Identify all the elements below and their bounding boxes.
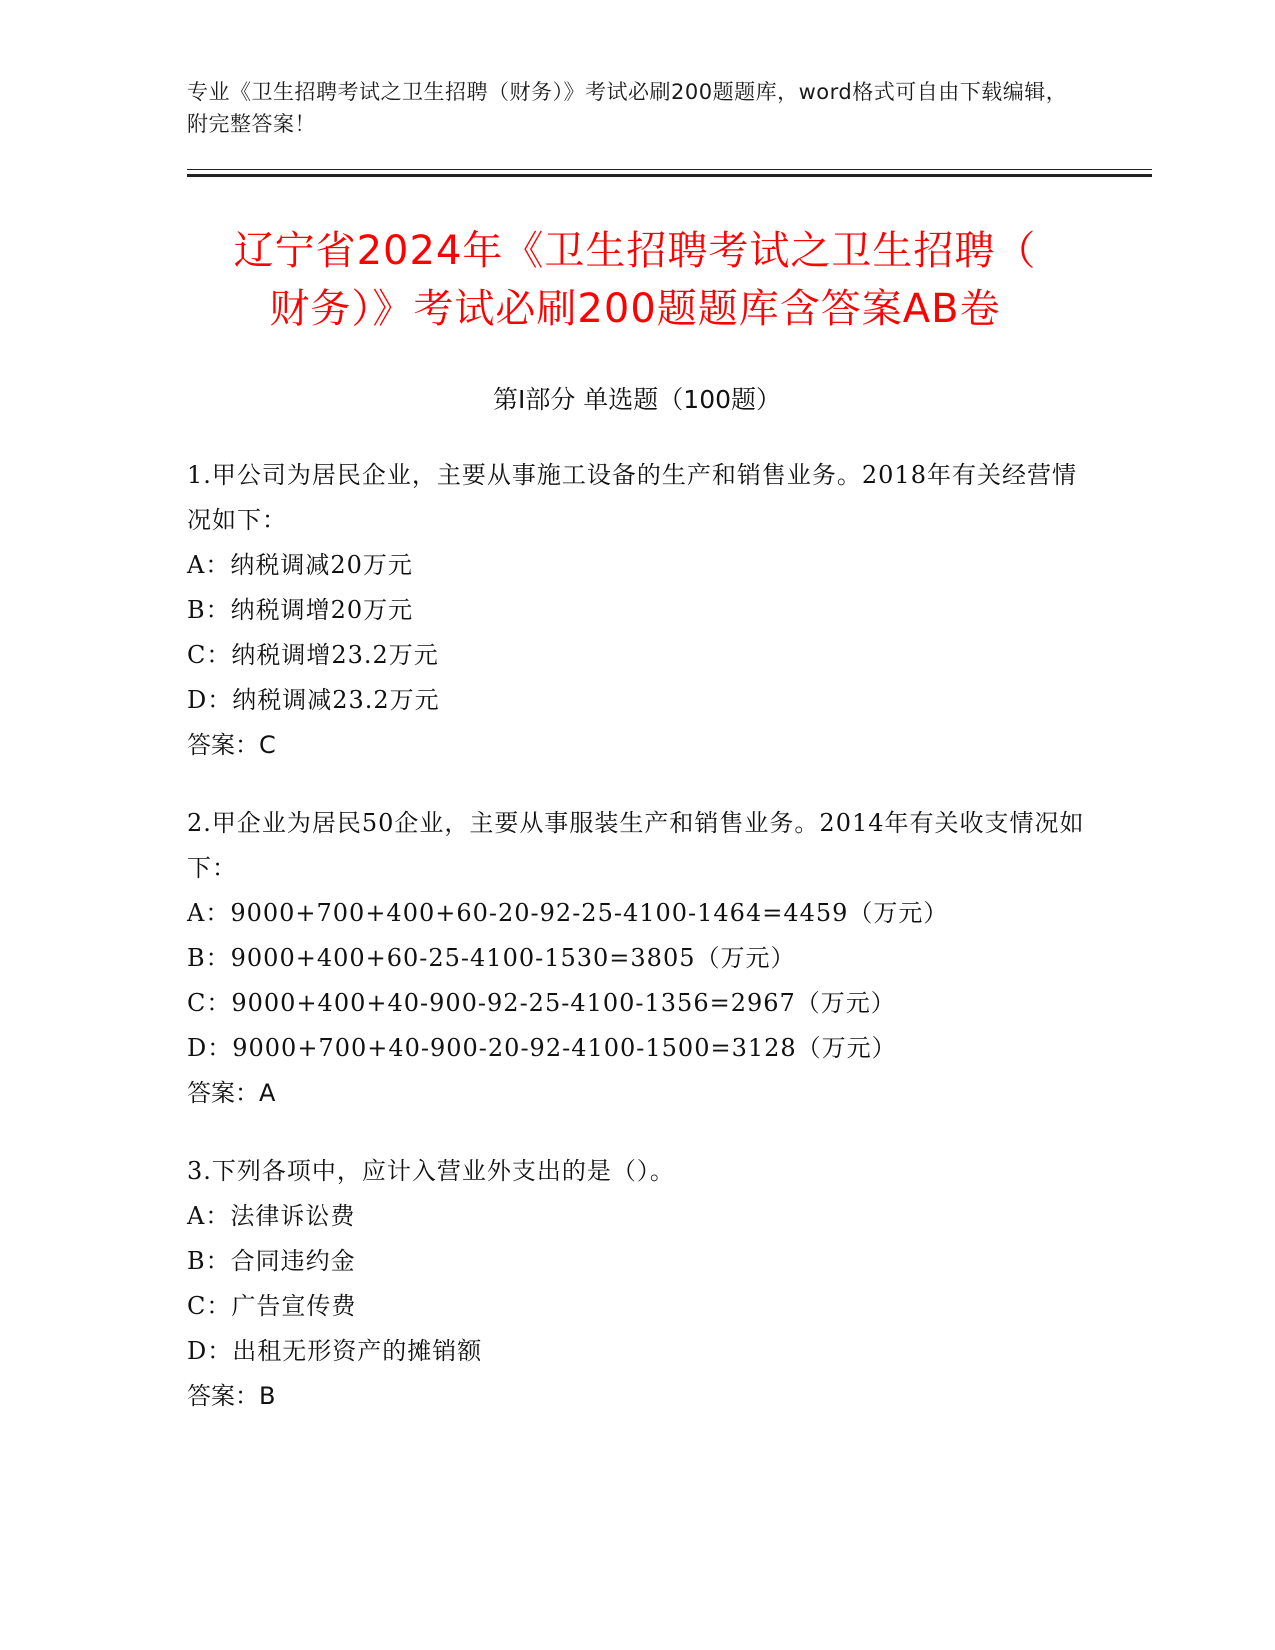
document-title-line-2: 财务）》考试必刷200题题库含答案AB卷 bbox=[269, 286, 1001, 332]
question-2-text: 2.甲企业为居民50企业，主要从事服装生产和销售业务。2014年有关收支情况如下： bbox=[187, 809, 1085, 882]
question-2-option-b: B：9000+400+60-25-4100-1530=3805（万元） bbox=[187, 944, 796, 972]
question-2-answer: 答案：A bbox=[187, 1079, 276, 1107]
question-3-option-d: D：出租无形资产的摊销额 bbox=[187, 1337, 483, 1365]
question-1-option-b: B：纳税调增20万元 bbox=[187, 596, 414, 624]
document-title bbox=[160, 222, 1110, 338]
question-3-answer: 答案：B bbox=[187, 1382, 276, 1410]
question-1 bbox=[187, 453, 1087, 768]
question-3 bbox=[187, 1149, 1087, 1419]
question-2-option-c: C：9000+400+40-900-92-25-4100-1356=2967（万元） bbox=[187, 989, 896, 1017]
question-3-option-c: C：广告宣传费 bbox=[187, 1292, 357, 1320]
intro-text: 专业《卫生招聘考试之卫生招聘（财务）》考试必刷200题题库，word格式可自由下载编辑，附完整答案！ bbox=[187, 80, 1068, 136]
question-1-answer: 答案：C bbox=[187, 731, 276, 759]
section-heading: 第Ⅰ部分 单选题（100题） bbox=[492, 385, 782, 414]
question-3-option-a: A：法律诉讼费 bbox=[187, 1202, 356, 1230]
header-divider-thick bbox=[187, 174, 1152, 177]
question-1-option-c: C：纳税调增23.2万元 bbox=[187, 641, 439, 669]
question-2-option-d: D：9000+700+40-900-20-92-4100-1500=3128（万元） bbox=[187, 1034, 897, 1062]
question-1-option-d: D：纳税调减23.2万元 bbox=[187, 686, 440, 714]
document-title-line-1: 辽宁省2024年《卫生招聘考试之卫生招聘（ bbox=[233, 228, 1037, 274]
question-2-option-a: A：9000+700+400+60-20-92-25-4100-1464=4459（万元） bbox=[187, 899, 949, 927]
question-1-option-a: A：纳税调减20万元 bbox=[187, 551, 413, 579]
question-3-text: 3.下列各项中，应计入营业外支出的是（）。 bbox=[187, 1157, 675, 1185]
question-2 bbox=[187, 801, 1087, 1116]
question-3-option-b: B：合同违约金 bbox=[187, 1247, 356, 1275]
question-1-text: 1.甲公司为居民企业，主要从事施工设备的生产和销售业务。2018年有关经营情况如下： bbox=[187, 461, 1077, 534]
header-divider-thin bbox=[187, 169, 1152, 170]
